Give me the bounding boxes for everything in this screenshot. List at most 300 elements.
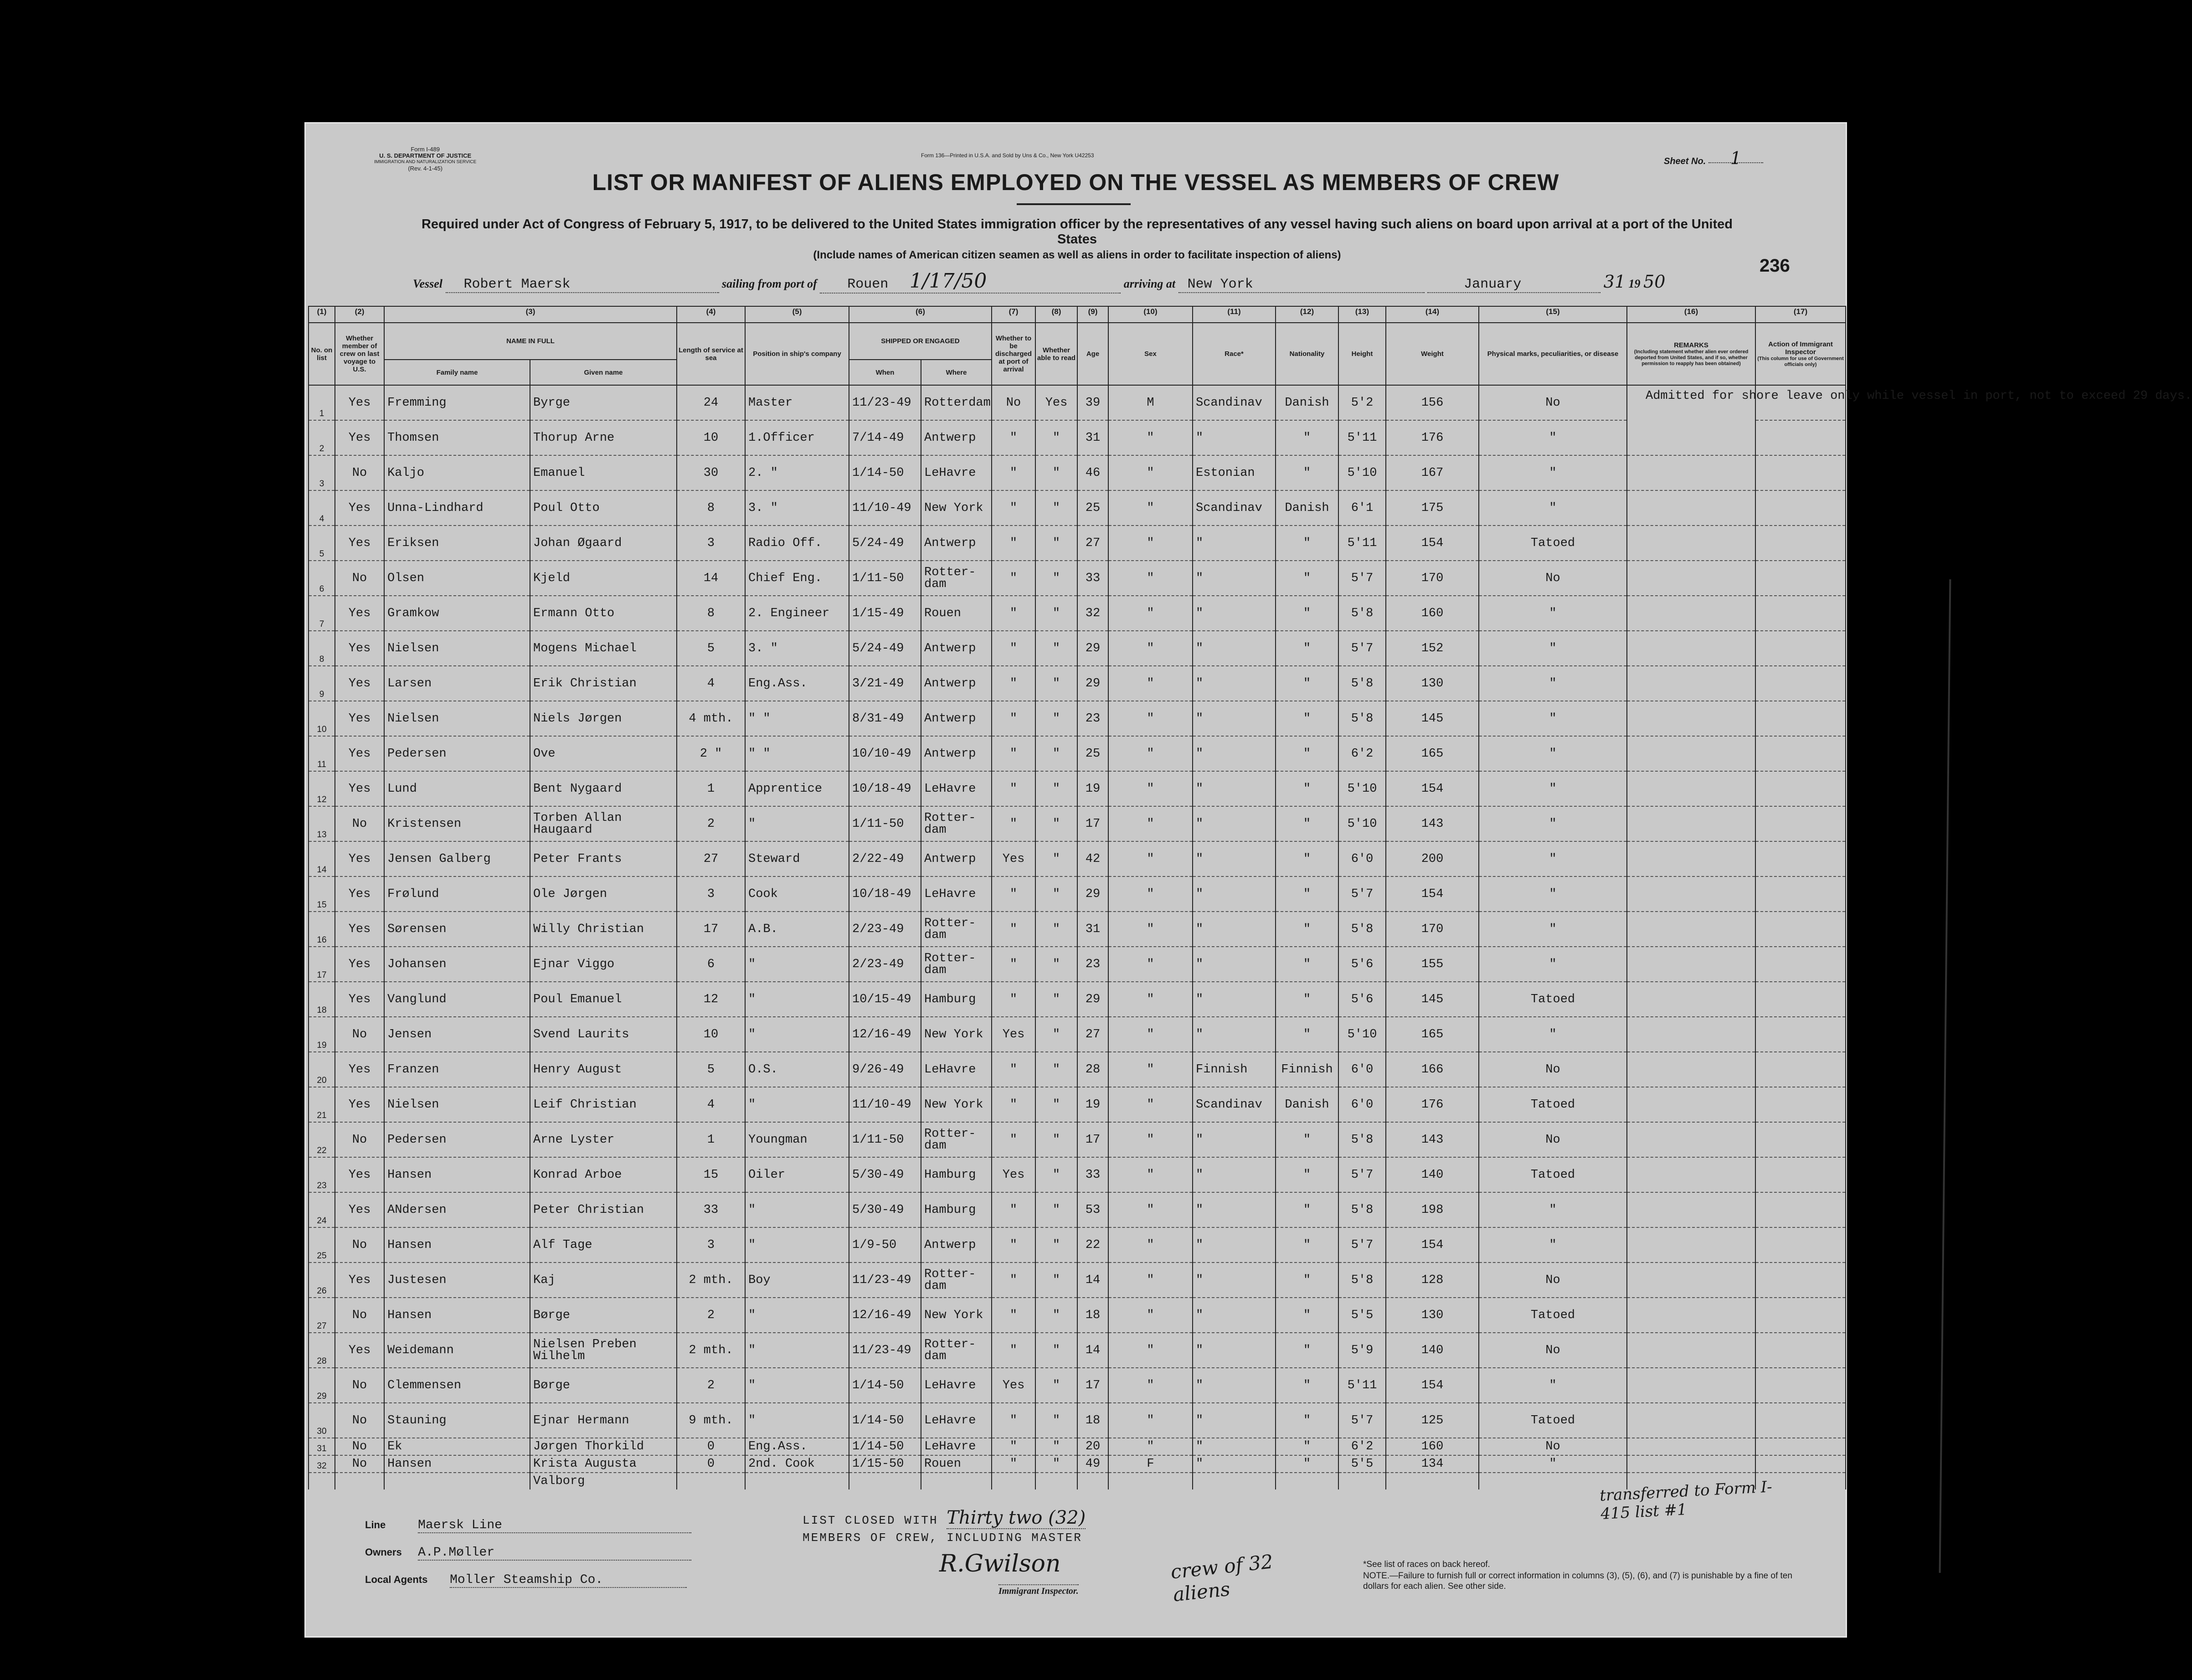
length-service-cell: 3 (677, 1227, 745, 1263)
able-read-cell: " (1035, 1017, 1077, 1052)
physical-marks-cell: " (1479, 947, 1627, 982)
position-cell: O.S. (745, 1052, 849, 1087)
family-name-cell: Hansen (384, 1455, 530, 1473)
weight-cell: 198 (1386, 1192, 1479, 1227)
last-voyage-cell: No (335, 806, 384, 841)
action-cell (1755, 841, 1846, 876)
family-name-cell: Gramkow (384, 596, 530, 631)
row-number: 14 (309, 841, 335, 876)
length-service-cell: 15 (677, 1157, 745, 1192)
length-service-cell: 33 (677, 1192, 745, 1227)
age-cell: 14 (1077, 1333, 1108, 1368)
shipped-when-cell: 1/11-50 (849, 561, 921, 596)
row-number: 5 (309, 526, 335, 561)
last-voyage-cell: No (335, 1438, 384, 1455)
weight-cell: 154 (1386, 771, 1479, 806)
age-cell: 39 (1077, 385, 1108, 420)
length-service-cell: 2 " (677, 736, 745, 771)
page-title: LIST OR MANIFEST OF ALIENS EMPLOYED ON THE VESSEL AS MEMBERS OF CREW (592, 170, 1559, 195)
height-cell: 5'7 (1338, 631, 1386, 666)
crew-row (309, 1368, 1846, 1403)
shipped-where-cell: Rotter-dam (921, 1263, 992, 1298)
crew-row (309, 420, 1846, 455)
family-name-cell: Pedersen (384, 736, 530, 771)
physical-marks-cell: " (1479, 666, 1627, 701)
shipped-when-cell: 1/11-50 (849, 806, 921, 841)
row-number: 1 (309, 385, 335, 420)
remarks-cell (1627, 490, 1755, 526)
weight-cell: 167 (1386, 455, 1479, 490)
header-remarks (1627, 323, 1755, 385)
physical-marks-cell: " (1479, 420, 1627, 455)
last-voyage-cell: Yes (335, 912, 384, 947)
age-cell: 23 (1077, 947, 1108, 982)
able-read-cell: " (1035, 1438, 1077, 1455)
sex-cell: " (1108, 596, 1193, 631)
header-position: Position in ship's company (745, 323, 849, 385)
height-cell: 5'11 (1338, 420, 1386, 455)
sailing-label: sailing from port of (722, 277, 817, 290)
sex-cell: " (1108, 841, 1193, 876)
row-number: 23 (309, 1157, 335, 1192)
nationality-cell: Finnish (1276, 1052, 1338, 1087)
race-cell: " (1193, 1122, 1276, 1157)
row-number: 22 (309, 1122, 335, 1157)
action-cell (1755, 666, 1846, 701)
given-name-cell: Ole Jørgen (530, 876, 677, 912)
discharged-cell: " (992, 526, 1035, 561)
able-read-cell: " (1035, 631, 1077, 666)
height-cell: 5'6 (1338, 947, 1386, 982)
header-shipped: SHIPPED OR ENGAGED (849, 323, 992, 360)
row-number: 16 (309, 912, 335, 947)
age-cell: 17 (1077, 806, 1108, 841)
remarks-cell (1627, 771, 1755, 806)
crew-row (309, 455, 1846, 490)
action-cell (1755, 455, 1846, 490)
col-10: (10) (1108, 306, 1193, 323)
discharged-cell: No (992, 385, 1035, 420)
sex-cell: " (1108, 806, 1193, 841)
list-closed-line (803, 1509, 1086, 1529)
able-read-cell: Yes (1035, 385, 1077, 420)
family-name-cell: Hansen (384, 1227, 530, 1263)
nationality-cell: " (1276, 1122, 1338, 1157)
race-cell: " (1193, 420, 1276, 455)
discharged-cell: " (992, 1263, 1035, 1298)
discharged-cell: Yes (992, 1157, 1035, 1192)
races-note: *See list of races on back hereof. (1363, 1560, 1490, 1569)
col-8: (8) (1035, 306, 1077, 323)
remarks-cell (1627, 1298, 1755, 1333)
nationality-cell: " (1276, 526, 1338, 561)
crew-row (309, 876, 1846, 912)
sex-cell: " (1108, 1192, 1193, 1227)
age-cell: 17 (1077, 1368, 1108, 1403)
sex-cell: " (1108, 455, 1193, 490)
action-cell (1755, 736, 1846, 771)
race-cell: Estonian (1193, 455, 1276, 490)
nationality-cell: Danish (1276, 385, 1338, 420)
shipped-where-cell: New York (921, 1087, 992, 1122)
shipped-where-cell: Antwerp (921, 420, 992, 455)
family-name-cell: Weidemann (384, 1333, 530, 1368)
nationality-cell: " (1276, 1333, 1338, 1368)
discharged-cell: " (992, 701, 1035, 736)
header-row-top (309, 323, 1846, 360)
age-cell: 31 (1077, 420, 1108, 455)
shipped-where-cell: New York (921, 1017, 992, 1052)
weight-cell: 160 (1386, 596, 1479, 631)
nationality-cell: " (1276, 1455, 1338, 1473)
length-service-cell: 6 (677, 947, 745, 982)
position-cell: " (745, 1333, 849, 1368)
empty-cell (849, 1473, 921, 1489)
remarks-cell (1627, 947, 1755, 982)
action-cell (1755, 1298, 1846, 1333)
footer-agents (365, 1573, 687, 1588)
col-13: (13) (1338, 306, 1386, 323)
sailing-from-field (820, 269, 1121, 294)
race-cell: " (1193, 526, 1276, 561)
weight-cell: 155 (1386, 947, 1479, 982)
shipped-where-cell: LeHavre (921, 1438, 992, 1455)
race-cell: " (1193, 631, 1276, 666)
shipped-when-cell: 5/30-49 (849, 1157, 921, 1192)
sex-cell: " (1108, 1017, 1193, 1052)
header-discharged: Whether to be discharged at port of arrival (992, 323, 1035, 385)
col-2: (2) (335, 306, 384, 323)
shipped-when-cell: 5/24-49 (849, 526, 921, 561)
shipped-where-cell: LeHavre (921, 876, 992, 912)
family-name-cell: Nielsen (384, 631, 530, 666)
sex-cell: " (1108, 771, 1193, 806)
shipped-when-cell: 11/23-49 (849, 1263, 921, 1298)
weight-cell: 175 (1386, 490, 1479, 526)
discharged-cell: " (992, 561, 1035, 596)
closed-count-handwritten: Thirty two (32) (947, 1507, 1086, 1528)
column-number-row (309, 306, 1846, 323)
physical-marks-cell: " (1479, 1455, 1627, 1473)
family-name-cell: Nielsen (384, 1087, 530, 1122)
given-name-cell: Mogens Michael (530, 631, 677, 666)
sheet-label: Sheet No. (1664, 156, 1706, 166)
shipped-when-cell: 9/26-49 (849, 1052, 921, 1087)
able-read-cell: " (1035, 1403, 1077, 1438)
given-name-cell: Svend Laurits (530, 1017, 677, 1052)
family-name-cell: Justesen (384, 1263, 530, 1298)
header-age: Age (1077, 323, 1108, 385)
last-voyage-cell: Yes (335, 420, 384, 455)
sex-cell: " (1108, 1157, 1193, 1192)
nationality-cell: " (1276, 982, 1338, 1017)
length-service-cell: 5 (677, 631, 745, 666)
weight-cell: 156 (1386, 385, 1479, 420)
given-name-cell: Ejnar Hermann (530, 1403, 677, 1438)
row-number: 31 (309, 1438, 335, 1455)
family-name-cell: Jensen Galberg (384, 841, 530, 876)
family-name-cell: Kaljo (384, 455, 530, 490)
agents-label: Local Agents (365, 1574, 428, 1585)
given-name-cell: Poul Otto (530, 490, 677, 526)
shipped-when-cell: 2/22-49 (849, 841, 921, 876)
length-service-cell: 10 (677, 1017, 745, 1052)
last-voyage-cell: Yes (335, 1052, 384, 1087)
length-service-cell: 1 (677, 1122, 745, 1157)
shipped-when-cell: 11/10-49 (849, 490, 921, 526)
action-cell (1755, 947, 1846, 982)
shipped-when-cell: 2/23-49 (849, 912, 921, 947)
nationality-cell: " (1276, 1192, 1338, 1227)
remarks-cell (1627, 1438, 1755, 1455)
nationality-cell: " (1276, 1017, 1338, 1052)
shipped-when-cell: 1/11-50 (849, 1122, 921, 1157)
family-name-cell: Nielsen (384, 701, 530, 736)
header-where: Where (921, 360, 992, 385)
remarks-cell (1627, 736, 1755, 771)
shipped-where-cell: Antwerp (921, 841, 992, 876)
given-name-cell (530, 1455, 677, 1473)
height-cell: 5'8 (1338, 666, 1386, 701)
row-number: 2 (309, 420, 335, 455)
height-cell: 5'5 (1338, 1298, 1386, 1333)
nationality-cell: " (1276, 806, 1338, 841)
header-nationality: Nationality (1276, 323, 1338, 385)
title-divider (1017, 203, 1131, 205)
sex-cell: " (1108, 876, 1193, 912)
able-read-cell: " (1035, 666, 1077, 701)
action-cell (1755, 1368, 1846, 1403)
crew-row (309, 1298, 1846, 1333)
position-cell: Oiler (745, 1157, 849, 1192)
crew-row (309, 490, 1846, 526)
action-cell (1755, 561, 1846, 596)
able-read-cell: " (1035, 876, 1077, 912)
row-number: 3 (309, 455, 335, 490)
family-name-cell: Thomsen (384, 420, 530, 455)
height-cell: 6'0 (1338, 1087, 1386, 1122)
family-name-cell: Ek (384, 1438, 530, 1455)
header-weight: Weight (1386, 323, 1479, 385)
sex-cell: " (1108, 420, 1193, 455)
length-service-cell: 1 (677, 771, 745, 806)
shipped-where-cell: Rotter-dam (921, 806, 992, 841)
shipped-when-cell: 10/18-49 (849, 771, 921, 806)
able-read-cell: " (1035, 1157, 1077, 1192)
row-number: 27 (309, 1298, 335, 1333)
nationality-cell: " (1276, 631, 1338, 666)
race-cell: " (1193, 701, 1276, 736)
action-cell (1755, 876, 1846, 912)
position-cell: " (745, 1227, 849, 1263)
header-sex: Sex (1108, 323, 1193, 385)
empty-cell (1276, 1473, 1338, 1489)
sex-cell: M (1108, 385, 1193, 420)
discharged-cell: " (992, 1403, 1035, 1438)
age-cell: 18 (1077, 1403, 1108, 1438)
sex-cell: " (1108, 561, 1193, 596)
owners-value: A.P.Møller (418, 1546, 691, 1561)
able-read-cell: " (1035, 947, 1077, 982)
crew-row (309, 841, 1846, 876)
department-name: U. S. DEPARTMENT OF JUSTICE (379, 152, 472, 159)
shipped-where-cell: New York (921, 1298, 992, 1333)
given-name-cell: Emanuel (530, 455, 677, 490)
shipped-where-cell: LeHavre (921, 1368, 992, 1403)
action-note: (This column for use of Government officials only) (1757, 356, 1844, 367)
sailing-port: Rouen (847, 277, 889, 292)
age-cell: 27 (1077, 1017, 1108, 1052)
empty-cell (921, 1473, 992, 1489)
empty-cell (992, 1473, 1035, 1489)
crew-row (309, 982, 1846, 1017)
row-number: 8 (309, 631, 335, 666)
race-cell: " (1193, 1157, 1276, 1192)
age-cell: 29 (1077, 666, 1108, 701)
race-cell: " (1193, 1017, 1276, 1052)
row-number: 18 (309, 982, 335, 1017)
height-cell: 5'11 (1338, 526, 1386, 561)
discharged-cell: " (992, 631, 1035, 666)
owners-label: Owners (365, 1546, 402, 1558)
position-cell: Apprentice (745, 771, 849, 806)
length-service-cell: 4 (677, 1087, 745, 1122)
nationality-cell: " (1276, 912, 1338, 947)
last-voyage-cell: Yes (335, 631, 384, 666)
given-name-cell: Byrge (530, 385, 677, 420)
action-cell (1755, 420, 1846, 455)
position-cell: Cook (745, 876, 849, 912)
shipped-when-cell: 2/23-49 (849, 947, 921, 982)
last-voyage-cell: Yes (335, 947, 384, 982)
physical-marks-cell: " (1479, 841, 1627, 876)
weight-cell: 154 (1386, 1227, 1479, 1263)
given-name-cell: Torben Allan Haugaard (530, 806, 677, 841)
race-cell: " (1193, 1333, 1276, 1368)
physical-marks-cell: " (1479, 806, 1627, 841)
vessel-label: Vessel (413, 277, 443, 290)
given-name-cell: Jørgen Thorkild (530, 1438, 677, 1455)
sheet-value: 1 (1708, 155, 1763, 163)
nationality-cell: " (1276, 561, 1338, 596)
weight-cell: 165 (1386, 1017, 1479, 1052)
age-cell: 25 (1077, 490, 1108, 526)
remarks-cell (1627, 982, 1755, 1017)
sex-cell: " (1108, 666, 1193, 701)
height-cell: 5'8 (1338, 596, 1386, 631)
list-closed-text: LIST CLOSED WITH (803, 1514, 938, 1527)
length-service-cell: 3 (677, 876, 745, 912)
position-cell: " (745, 1298, 849, 1333)
shipped-when-cell: 1/14-50 (849, 1368, 921, 1403)
able-read-cell: " (1035, 1298, 1077, 1333)
row-number: 19 (309, 1017, 335, 1052)
action-cell (1755, 1122, 1846, 1157)
length-service-cell: 2 mth. (677, 1333, 745, 1368)
height-cell: 5'11 (1338, 1368, 1386, 1403)
age-cell: 46 (1077, 455, 1108, 490)
col-17: (17) (1755, 306, 1846, 323)
family-name-cell: Johansen (384, 947, 530, 982)
age-cell: 20 (1077, 1438, 1108, 1455)
act-requirement: Required under Act of Congress of February 5, 1917, to be delivered to the United States immigration officer by the representatives of any vessel having such aliens on board upon arrival at a port of the United States (421, 217, 1733, 247)
sex-cell: " (1108, 1227, 1193, 1263)
action-cell (1755, 1087, 1846, 1122)
length-service-cell: 0 (677, 1455, 745, 1473)
given-name-cell: Willy Christian (530, 912, 677, 947)
physical-marks-cell: " (1479, 1017, 1627, 1052)
able-read-cell: " (1035, 736, 1077, 771)
age-cell: 29 (1077, 876, 1108, 912)
able-read-cell: " (1035, 806, 1077, 841)
crew-row (309, 1017, 1846, 1052)
header-physical-marks: Physical marks, peculiarities, or disease (1479, 323, 1627, 385)
last-voyage-cell: Yes (335, 490, 384, 526)
position-cell: 3. " (745, 490, 849, 526)
last-voyage-cell: No (335, 1403, 384, 1438)
position-cell: Youngman (745, 1122, 849, 1157)
physical-marks-cell: No (1479, 561, 1627, 596)
position-cell: " (745, 982, 849, 1017)
nationality-cell: Danish (1276, 490, 1338, 526)
col-1: (1) (309, 306, 335, 323)
remarks-cell (1627, 876, 1755, 912)
row-number: 24 (309, 1192, 335, 1227)
remarks-cell (1627, 912, 1755, 947)
discharged-cell: " (992, 490, 1035, 526)
position-cell: Master (745, 385, 849, 420)
position-cell: " (745, 1017, 849, 1052)
discharged-cell: " (992, 1455, 1035, 1473)
last-voyage-cell: No (335, 1455, 384, 1473)
shipped-when-cell: 11/23-49 (849, 1333, 921, 1368)
height-cell: 6'2 (1338, 1438, 1386, 1455)
position-cell: Boy (745, 1263, 849, 1298)
height-cell: 5'8 (1338, 912, 1386, 947)
crew-row (309, 1333, 1846, 1368)
include-note: (Include names of American citizen seamen as well as aliens in order to facilitate inspection of aliens) (813, 249, 1341, 261)
members-of-crew-text: MEMBERS OF CREW, INCLUDING MASTER (803, 1531, 1082, 1545)
row-number: 11 (309, 736, 335, 771)
given-name-continuation: Valborg (530, 1473, 677, 1489)
able-read-cell: " (1035, 1227, 1077, 1263)
discharged-cell: " (992, 1298, 1035, 1333)
col-4: (4) (677, 306, 745, 323)
last-voyage-cell: No (335, 561, 384, 596)
length-service-cell: 2 (677, 1368, 745, 1403)
physical-marks-cell: " (1479, 455, 1627, 490)
remarks-cell (1627, 561, 1755, 596)
header-no-on-list: No. on list (309, 323, 335, 385)
action-cell (1755, 1157, 1846, 1192)
shipped-where-cell: Hamburg (921, 1192, 992, 1227)
shipped-where-cell: New York (921, 490, 992, 526)
last-voyage-cell: Yes (335, 1157, 384, 1192)
row-number: 9 (309, 666, 335, 701)
weight-cell: 140 (1386, 1157, 1479, 1192)
crew-row (309, 631, 1846, 666)
crew-row (309, 1438, 1846, 1455)
given-name-cell: Peter Christian (530, 1192, 677, 1227)
remarks-cell (1627, 631, 1755, 666)
crew-row (309, 771, 1846, 806)
shipped-where-cell: Antwerp (921, 701, 992, 736)
sex-cell: " (1108, 526, 1193, 561)
discharged-cell: " (992, 1122, 1035, 1157)
sex-cell: " (1108, 1403, 1193, 1438)
crew-row (309, 1157, 1846, 1192)
shipped-where-cell: LeHavre (921, 455, 992, 490)
